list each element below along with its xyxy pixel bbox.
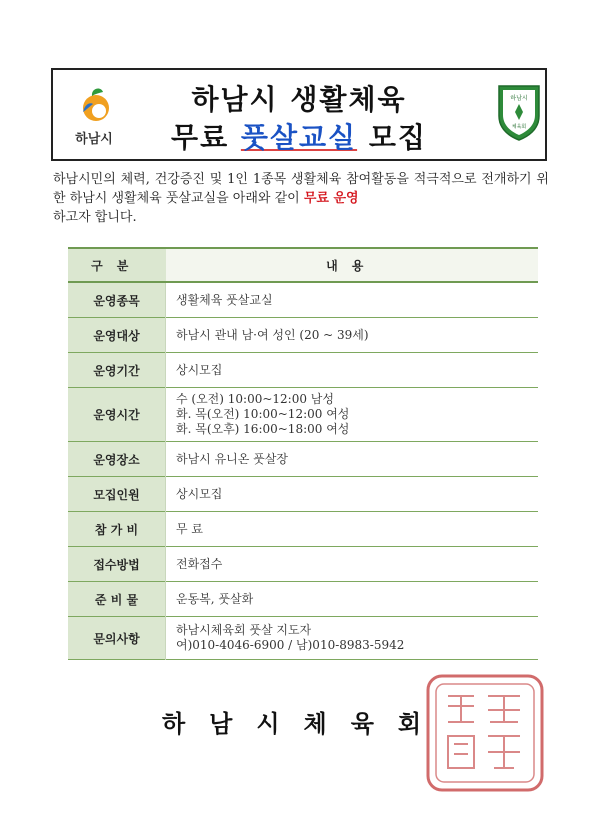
- row-value: 하남시체육회 풋살 지도자 여)010-4046-6900 / 남)010-8983-5942: [166, 617, 539, 660]
- hanam-logo: [63, 84, 125, 150]
- table-row: [68, 582, 538, 617]
- row-label: 문의사항: [68, 617, 166, 660]
- intro-paragraph: [53, 170, 549, 227]
- title-box: [51, 68, 547, 161]
- logo-text: 하남시: [75, 132, 113, 147]
- title-line2-pre: 무료: [171, 121, 241, 154]
- intro-text-end: 하고자 합니다.: [53, 210, 137, 225]
- official-seal-icon: [424, 672, 546, 794]
- emblem-text-top: 하남시: [510, 95, 528, 102]
- row-value: 하남시 관내 남·여 성인 (20 ~ 39세): [166, 318, 539, 353]
- table-row: [68, 512, 538, 547]
- row-value: 전화접수: [166, 547, 539, 582]
- row-value: 무 료: [166, 512, 539, 547]
- row-value: 하남시 유니온 풋살장: [166, 442, 539, 477]
- header-col1: 구분: [68, 248, 166, 282]
- title-line2-post: 모집: [357, 121, 427, 154]
- row-value: 생활체육 풋살교실: [166, 282, 539, 318]
- organization-signature: 하남시체육회: [162, 710, 446, 738]
- row-label: 운영장소: [68, 442, 166, 477]
- title-line2: [123, 116, 475, 156]
- table-row: [68, 353, 538, 388]
- title-line1: 하남시 생활체육: [191, 83, 407, 116]
- table-row: [68, 442, 538, 477]
- table-row: [68, 617, 538, 660]
- header-col2: 내용: [166, 248, 539, 282]
- intro-text: 하남시민의 체력, 건강증진 및 1인 1종목 생활체육 참여활동을 적극적으로 전개하기 위한 하남시 생활체육 풋살교실을 아래와 같이: [53, 172, 549, 206]
- title-line2-highlight: 풋살교실: [240, 121, 358, 154]
- table-row: [68, 388, 538, 442]
- row-value: 상시모집: [166, 353, 539, 388]
- row-label: 운영종목: [68, 282, 166, 318]
- row-label: 준 비 물: [68, 582, 166, 617]
- sports-council-emblem-icon: [497, 84, 541, 142]
- info-table: [68, 247, 538, 660]
- hanam-logo-icon: [75, 84, 115, 124]
- row-label: 참 가 비: [68, 512, 166, 547]
- row-label: 운영기간: [68, 353, 166, 388]
- table-row: [68, 477, 538, 512]
- row-value: 운동복, 풋살화: [166, 582, 539, 617]
- row-label: 모집인원: [68, 477, 166, 512]
- table-header-row: [68, 248, 538, 282]
- row-value: 수 (오전) 10:00~12:00 남성 화. 목(오전) 10:00~12:00 여성 화. 목(오후) 16:00~18:00 여성: [166, 388, 539, 442]
- table-row: [68, 547, 538, 582]
- row-label: 운영시간: [68, 388, 166, 442]
- table-row: [68, 282, 538, 318]
- table-row: [68, 318, 538, 353]
- row-value: 상시모집: [166, 477, 539, 512]
- intro-red-text: 무료 운영: [303, 191, 359, 206]
- emblem-text-bottom: 체육회: [511, 124, 527, 130]
- row-label: 운영대상: [68, 318, 166, 353]
- row-label: 접수방법: [68, 547, 166, 582]
